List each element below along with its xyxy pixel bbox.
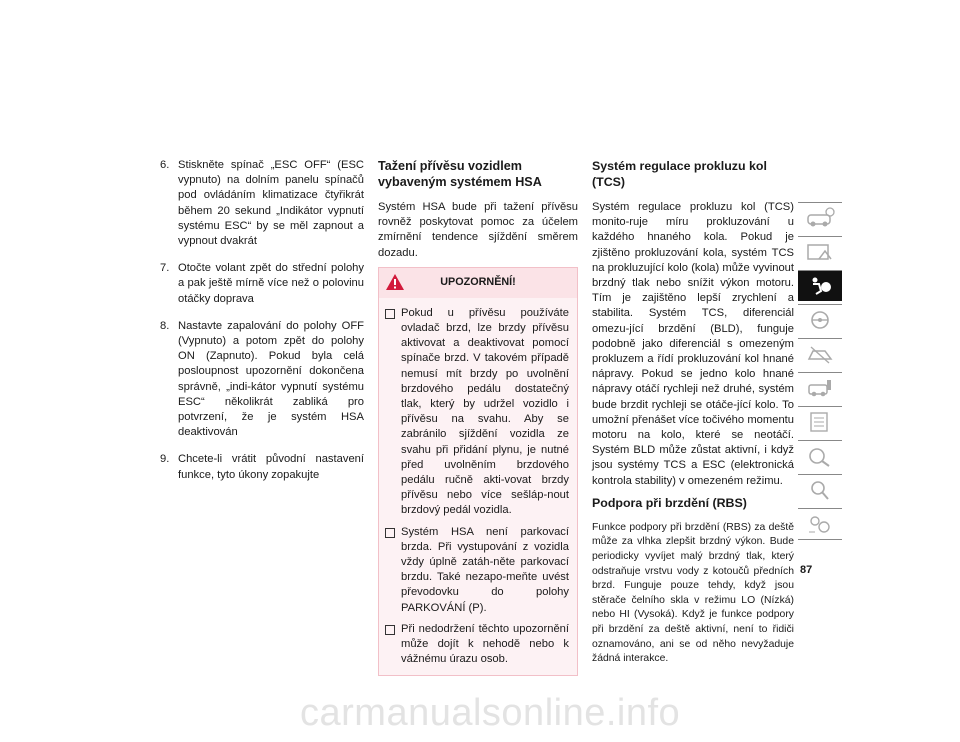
checkbox-square-icon [385,528,395,538]
warning-item [383,622,569,668]
watermark: carmanualsonline.info [300,692,681,734]
step-number: 9. [160,453,170,466]
section-heading: Tažení přívěsu vozidlem vybaveným systémem HSA [378,159,542,189]
warning-body [379,298,577,676]
warning-title: UPOZORNĚNÍ! [440,276,516,289]
tools-icon [805,445,835,467]
steering-wheel-icon [805,309,835,331]
intro-paragraph: Systém HSA bude při tažení přívěsu rovněž poskytovat pomoc za účelem zmírnění tendence sjíždění směrem dozadu. [378,201,578,259]
step-text: Stiskněte spínač „ESC OFF“ (ESC vypnuto) na dolním panelu spínačů pod ovládáním klimatizace čtyřikrát během 20 sekund „Indikátor vypnutí systému ESC“ by se měl zapnout a vypnout dvakrát [178,159,364,248]
warning-item [383,525,569,616]
step-text: Otočte volant zpět do střední polohy a pak ještě mírně více než o polovinu otáčky doprava [178,262,364,305]
rbs-paragraph: Funkce podpory při brzdění (RBS) za deště může za vlhka zlepšit brzdný výkon. Bude periodicky vyvíjet malý brzdný tlak, který odstraňuje vrstvu vody z kotoučů předních brzd. Funguje pouze tehdy, když jsou stěrače čelního skla v režimu LO (Nízká) nebo HI (Vysoká). Když je funkce podpory při brzdění za deště aktivní, není to řidiči oznamováno, ani se od něho nevyžaduje žádná interakce. [592,521,794,665]
tcs-paragraph: Systém regulace prokluzu kol (TCS) monito-ruje míru prokluzování u každého hnaného kola. Pokud je zjištěno prokluzování kola, systém TCS na prokluzující kolo (kola) může vyvinout brzdný tlak nebo snížit výkon motoru. Tím je zajištěno lepší zrychlení a stabilita. Systém TCS, diferenciál omezu-jící brzdění (BLD), funguje podobně jako diferenciál s omezeným prokluzem a řídí prokluzování kol hnané nápravy. Pokud se jedno kolo hnané nápravy otáčí rychleji než druhé, systém bude brzdit rychleji se otáče-jící kolo. To umožní přenášet více točivého momentu motoru na kolo, které se neotáčí. Systém BLD může zůstat aktivní, i když jsou systémy TCS a ESC (elektronická kontrola stability) v omezeném režimu. [592,201,794,487]
step-text: Nastavte zapalování do polohy OFF (Vypnuto) a potom zpět do polohy ON (Zapnuto). Pokud byla celá posloupnost upozornění dokončena správně, „indi-kátor vypnutí systému ESC“ několikrát zabliká pro potvrzení, že je systém HSA deaktivován [178,319,364,439]
tab-airbag-safety[interactable] [798,270,842,301]
search-index-icon [805,479,835,501]
step-7 [160,261,364,307]
warning-item-text: Systém HSA není parkovací brzda. Při vystupování z vozidla vždy úplně zatáh-něte parkovací brzdu. Také nezapo-meňte uvést převodovku do polohy PARKOVÁNÍ (P). [401,525,569,614]
step-number: 8. [160,319,170,332]
tab-tools[interactable] [798,440,842,471]
left-column [160,158,364,495]
warning-lights-icon [805,241,835,263]
warning-item [383,306,569,519]
tab-warning-lights[interactable] [798,236,842,267]
tab-multimedia[interactable] [798,508,842,540]
step-number: 7. [160,262,170,275]
warning-box [378,267,578,677]
section-heading-rbs: Podpora při brzdění (RBS) [592,495,747,510]
section-heading-tcs: Systém regulace prokluzu kol (TCS) [592,159,767,189]
driving-car-icon [805,343,835,365]
tab-search-index[interactable] [798,474,842,505]
step-6 [160,158,364,249]
airbag-safety-icon [805,275,835,297]
right-column [592,158,794,673]
tab-maintenance[interactable] [798,406,842,437]
checkbox-square-icon [385,625,395,635]
step-8 [160,319,364,441]
warning-item-text: Pokud u přívěsu používáte ovladač brzd, lze brzdy přívěsu aktivovat a deaktivovat pomocí spínače brzd. V takovém případě nemusí mít brzdy po uvolnění brzdového pedálu dostatečný tlak, který by udržel vozidlo i přívěsu na svahu. Aby se zabránilo sjíždění vozidla ze svahu při přidání plynu, je nutné před uvolněním brzdového pedálu ručně akti-vovat brzdy přívěsu nebo více sešláp-nout brzdový pedál vozidla. [401,306,569,517]
step-text: Chcete-li vrátit původní nastavení funkce, tyto úkony zopakujte [178,453,364,481]
maintenance-list-icon [805,411,835,433]
tab-steering-wheel[interactable] [798,304,842,335]
warning-triangle-icon [385,273,405,291]
car-info-icon [805,207,835,229]
roadside-emergency-icon [805,377,835,399]
checkbox-square-icon [385,309,395,319]
tab-roadside-emergency[interactable] [798,372,842,403]
step-9 [160,452,364,482]
middle-column [378,158,578,676]
tab-car-info[interactable] [798,202,842,233]
multimedia-icon [805,513,835,535]
step-number: 6. [160,159,170,171]
warning-header [379,268,577,298]
tab-driving-car[interactable] [798,338,842,369]
warning-item-text: Při nedodržení těchto upozornění může dojít k nehodě nebo k vážnému úrazu osob. [401,622,569,666]
page-number: 87 [800,564,813,576]
